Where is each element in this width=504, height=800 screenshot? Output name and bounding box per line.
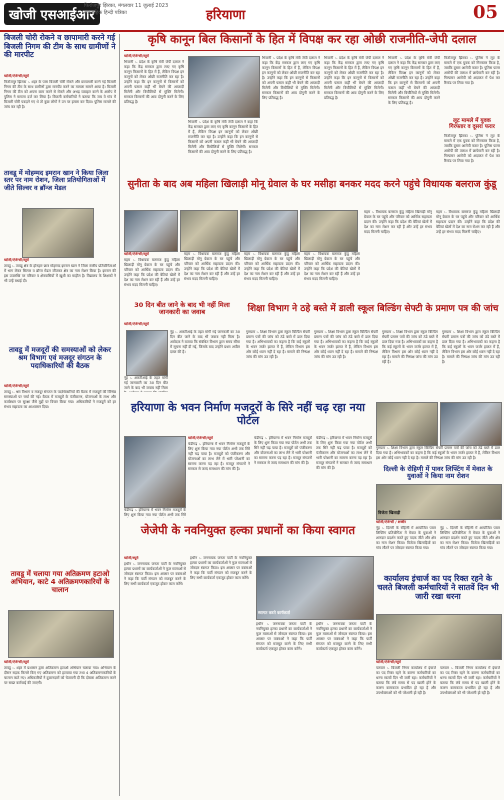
- lead-body-cont: भिवानी :- प्रदेश के कृषि मंत्री जेपी दलाल ने कहा कि केंद्र सरकार द्वारा लाए गए कृषि कानून किसानों के हित में हैं, लेकिन विपक्ष इन कानूनों को लेकर ओछी राजनीति कर रहा है। उन्होंने कहा कि इन कानूनों से किसानों को अपनी फसल कहीं भी बेचने की आजादी मिलेगी और बिचौलियों से मुक्ति मिलेगी। सरकार किसानों की आय दोगुनी करने के लिए प्रतिबद्ध है।: [262, 56, 320, 100]
- byline: खोजी/ऐजेन्सी/ब्यूरो: [4, 258, 29, 262]
- article-body: नूंह :- आरटीआई के तहत मांगी गई जानकारी का 30 दिन बीत जाने के बाद भी जवाब नहीं मिला: [124, 376, 168, 390]
- article-body: गुरुग्राम :- शिक्षा विभाग द्वारा स्कूल बिल्डिंग सेफ्टी प्रमाण पत्रों की जांच को ठंडे बस्ते में डाल दिया गया है। अभिभावकों का कहना है कि कई स्कूलों के भवन जर्जर हालत में हैं, लेकिन विभाग इस ओर कोई ध्यान नहीं दे रहा है। मामले की निष्पक्ष जांच की मांग उठ रही है।: [376, 446, 500, 460]
- masthead-date: फिरोजपुर झिरका, मंगलवार 11 जुलाई 2023: [84, 3, 169, 9]
- article-body: चंडीगढ़ :- हरियाणा में भवन निर्माण मजदूरों के लिए शुरू किया गया नया पोर्टल अभी तक सिरे नहीं चढ़ पाया है। मजदूरों को पंजीकरण और योजनाओं का लाभ लेने में भारी परेशानी का सामना करना पड़ रहा है। मजदूर संगठनों ने सरकार से जल्द समाधान की मांग की है।: [316, 436, 372, 470]
- article-body: तावडू :- श्रम विभाग व मजदूर संगठन के पदाधिकारियों की बैठक में मजदूरों की विभिन्न समस्याओं पर चर्चा की गई। बैठक में मजदूरों के पंजीकरण, योजनाओं के लाभ और कार्यस्थल पर सुरक्षा जैसे मुद्दों पर विचार किया गया। अधिकारियों ने मजदूरों को हर संभव सहायता का आश्वासन दिया।: [4, 390, 116, 409]
- photo-karyalaya: [376, 614, 502, 660]
- article-body: हथीन :- जननायक जनता पार्टी के नवनियुक्त हल्का प्रधानों का कार्यकर्ताओं ने फूल मालाओं से जोरदार स्वागत किया। इस अवसर पर वक्ताओं ने कहा कि पार्टी संगठन को मजबूत करने के लिए सभी कार्यकर्ता एकजुट होकर काम करेंगे।: [190, 556, 252, 580]
- article-body: महम :- विधायक बलराज कुंडू महिला खिलाड़ी मोनू ग्रेवाल के घर पहुंचे और परिवार को आर्थिक सहायता प्रदान की। उन्होंने कहा कि प्रदेश की बेटियां खेलों में देश का नाम रोशन कर रही हैं और उन्हें हर संभव मदद मिलनी चाहिए।: [304, 252, 360, 281]
- headline-loot: लूट मामले में युवक गिरफ्तार व दूसरा फरार: [449, 118, 495, 131]
- article-body: चंडीगढ़ :- हरियाणा में भवन निर्माण मजदूरों के लिए शुरू किया गया नया पोर्टल अभी तक सिरे नहीं चढ़ पाया है। मजदूरों को पंजीकरण और योजनाओं का लाभ लेने में भारी परेशानी का सामना करना पड़ रहा है। मजदूर संगठनों ने सरकार से जल्द समाधान की मांग की है।: [188, 442, 250, 471]
- article-body: फिरोजपुर झिरका :- शहर के पास बिजली चोरी रोकने और छापामारी करने गई बिजली निगम की टीम के साथ ग्रामीणों द्वारा मारपीट करने का मामला सामने आया है। बिजली निगम की टीम को अपना काम करने से रोकने और अभद्र व्यवहार करने के आरोप में पुलिस ने मामला दर्ज कर लिया है। बिजली कर्मचारियों ने बताया कि जब वे गांव में बिजली चोरी पकड़ने गए थे तो कुछ लोगों ने उन पर हमला कर दिया। पुलिस मामले की जांच कर रही है।: [4, 80, 116, 109]
- article-body: चंडीगढ़ :- हरियाणा में भवन निर्माण मजदूरों के लिए शुरू किया गया नया पोर्टल अभी तक सिरे: [124, 508, 186, 517]
- byline: खोजी/ऐजेन्सी / शब्बीर: [376, 520, 406, 524]
- article-body: तावडू :- तावडू क्षेत्र के होनहार छात्र मोहम्मद इमरान खान ने जिला स्तरीय प्रतियोगिताओं में भाग लेकर सिल्वर व ब्रॉन्ज मेडल जीतकर क्षेत्र का नाम रोशन किया है। इमरान की इस उपलब्धि पर परिवार व क्षेत्रवासियों में खुशी का माहौल है। विद्यालय के शिक्षकों ने भी उन्हें बधाई दी।: [4, 264, 116, 283]
- masthead-subtitle: साप्ताहिक हिन्दी पत्रिका: [84, 10, 127, 16]
- right-body: फिरोजपुर झिरका :- पुलिस ने लूट के मामले में एक युवक को गिरफ्तार किया है, जबकि दूसरा आरोपी फरार है। पुलिस फरार आरोपी की तलाश में छापेमारी कर रही है। गिरफ्तार आरोपी को अदालत में पेश कर रिमांड पर लिया गया है।: [444, 134, 500, 163]
- lead-rule: [124, 50, 500, 51]
- article-body: पलवल :- बिजली निगम कार्यालय में इंचार्ज का पद रिक्त रहने के कारण कर्मचारियों का धरना सातवें दिन भी जारी रहा। कर्मचारियों ने बताया कि लंबे समय से पद खाली होने के कारण कामकाज प्रभावित हो रहा है और उपभोक्ताओं को भी परेशानी हो रही है।: [376, 666, 436, 695]
- byline: खोजी/ऐजेन्सी/ब्यूरो: [124, 252, 149, 256]
- article-body: महम :- विधायक बलराज कुंडू महिला खिलाड़ी मोनू ग्रेवाल के घर पहुंचे और परिवार को आर्थिक सहायता प्रदान की। उन्होंने कहा कि प्रदेश की बेटियां खेलों में देश का नाम रोशन कर रही हैं और उन्हें हर संभव मदद मिलनी चाहिए।: [184, 252, 240, 281]
- photo-bhavan: [124, 436, 186, 508]
- byline: खोजी/ऐजेन्सी/ब्यूरो: [4, 660, 29, 664]
- article-body: पलवल :- बिजली निगम कार्यालय में इंचार्ज का पद रिक्त रहने के कारण कर्मचारियों का धरना सातवें दिन भी जारी रहा। कर्मचारियों ने बताया कि लंबे समय से पद खाली होने के कारण कामकाज प्रभावित हो रहा है और उपभोक्ताओं को भी परेशानी हो रही है।: [440, 666, 500, 695]
- article-body: नूंह :- दिल्ली के रोहिणी में आयोजित पावर लिफ्टिंग प्रतियोगिता में मेवात के युवाओं ने शानदार प्रदर्शन करते हुए पदक जीते और क्षेत्र का नाम रोशन किया। विजेता खिलाड़ियों का गांव लौटने पर जोरदार स्वागत किया गया।: [376, 526, 436, 550]
- right-body: फिरोजपुर झिरका :- पुलिस ने लूट के मामले में एक युवक को गिरफ्तार किया है, जबकि दूसरा आरोपी फरार है। पुलिस फरार आरोपी की तलाश में छापेमारी कर रही है। गिरफ्तार आरोपी को अदालत में पेश कर रिमांड पर लिया गया है।: [444, 56, 500, 85]
- article-body: चंडीगढ़ :- हरियाणा में भवन निर्माण मजदूरों के लिए शुरू किया गया नया पोर्टल अभी तक सिरे नहीं चढ़ पाया है। मजदूरों को पंजीकरण और योजनाओं का लाभ लेने में भारी परेशानी का सामना करना पड़ रहा है। मजदूर संगठनों ने सरकार से जल्द समाधान की मांग की है।: [254, 436, 312, 465]
- photo-school-1: [376, 402, 438, 446]
- headline-majdoor: तावडू में मजदूरों की समस्याओं को लेकर श्रम विभाग एवं मजदूर संगठन के पदाधिकारियों की बैठक: [8, 346, 112, 371]
- lead-body-cont: भिवानी :- प्रदेश के कृषि मंत्री जेपी दलाल ने कहा कि केंद्र सरकार द्वारा लाए गए कृषि कानून किसानों के हित में हैं, लेकिन विपक्ष इन कानूनों को लेकर ओछी राजनीति कर रहा है। उन्होंने कहा कि इन कानूनों से किसानों को अपनी फसल कहीं भी बेचने की आजादी मिलेगी और बिचौलियों से मुक्ति मिलेगी। सरकार किसानों की आय दोगुनी करने के लिए प्रतिबद्ध है।: [388, 56, 440, 105]
- headline-jjp: जेजेपी के नवनियुक्त हल्का प्रधानों का किया स्वागत: [140, 523, 356, 537]
- headline-shiksha: शिक्षा विभाग ने ठहे बस्ते में डाली स्कूल बिल्डिंग सेफ्टी के प्रमाण पत्र की जांच: [247, 304, 499, 314]
- headline-imran: तावडू में मोहम्मद इमरान खान ने किया जिला स्तर पर नाम रोशन, जिला प्रतियोगिताओं में जीते सिल्वर व ब्रॉन्ज मेडल: [4, 169, 109, 192]
- caption-delhi: विजेता खिलाड़ी: [378, 510, 401, 515]
- photo-monu-3: [240, 210, 298, 252]
- column-divider: [119, 34, 120, 796]
- lead-body: भिवानी :- प्रदेश के कृषि मंत्री जेपी दलाल ने कहा कि केंद्र सरकार द्वारा लाए गए कृषि कानून किसानों के हित में हैं, लेकिन विपक्ष इन कानूनों को लेकर ओछी राजनीति कर रहा है। उन्होंने कहा कि इन कानूनों से किसानों को अपनी फसल कहीं भी बेचने की आजादी मिलेगी और बिचौलियों से मुक्ति मिलेगी। सरकार किसानों की आय दोगुनी करने के लिए प्रतिबद्ध है।: [124, 60, 184, 104]
- masthead: [0, 0, 504, 32]
- photo-jp-dalal: [188, 56, 260, 118]
- headline-delhi: दिल्ली के रोहिणी में पावर लिफ्टिंग में मेवात के युवाओं ने किया नाम रोशन: [383, 465, 493, 481]
- byline: खोजी/ऐजेन्सी/ब्यूरो: [124, 322, 149, 326]
- byline: खोजी/ऐजेन्सी/ब्यूरो: [124, 54, 149, 58]
- article-body: गुरुग्राम :- शिक्षा विभाग द्वारा स्कूल बिल्डिंग सेफ्टी प्रमाण पत्रों की जांच को ठंडे बस्ते में डाल दिया गया है। अभिभावकों का कहना है कि कई स्कूलों के भवन जर्जर हालत में हैं, लेकिन विभाग इस ओर कोई ध्यान नहीं दे रहा है। मामले की निष्पक्ष जांच की मांग उठ रही है।: [314, 330, 378, 359]
- section-title: हरियाणा: [206, 8, 246, 23]
- page-number: 05: [472, 2, 498, 23]
- lead-body-cont: भिवानी :- प्रदेश के कृषि मंत्री जेपी दलाल ने कहा कि केंद्र सरकार द्वारा लाए गए कृषि कानून किसानों के हित में हैं, लेकिन विपक्ष इन कानूनों को लेकर ओछी राजनीति कर रहा है। उन्होंने कहा कि इन कानूनों से किसानों को अपनी फसल कहीं भी बेचने की आजादी मिलेगी और बिचौलियों से मुक्ति मिलेगी। सरकार किसानों की आय दोगुनी करने के लिए प्रतिबद्ध है।: [324, 56, 384, 100]
- article-body: नूंह :- दिल्ली के रोहिणी में आयोजित पावर लिफ्टिंग प्रतियोगिता में मेवात के युवाओं ने शानदार प्रदर्शन करते हुए पदक जीते और क्षेत्र का नाम रोशन किया। विजेता खिलाड़ियों का गांव लौटने पर जोरदार स्वागत किया गया।: [440, 526, 500, 550]
- headline-30-din: 30 दिन बीत जाने के बाद भी नहीं मिला जानकारी का जवाब: [134, 301, 230, 317]
- article-body: हथीन :- जननायक जनता पार्टी के नवनियुक्त हल्का प्रधानों का कार्यकर्ताओं ने फूल मालाओं से जोरदार स्वागत किया। इस अवसर पर वक्ताओं ने कहा कि पार्टी संगठन को मजबूत करने के लिए सभी कार्यकर्ता एकजुट होकर काम करेंगे।: [256, 622, 312, 651]
- byline: खोजी/ऐजेन्सी/ब्यूरो: [4, 74, 29, 78]
- article-body: हथीन :- जननायक जनता पार्टी के नवनियुक्त हल्का प्रधानों का कार्यकर्ताओं ने फूल मालाओं से जोरदार स्वागत किया। इस अवसर पर वक्ताओं ने कहा कि पार्टी संगठन को मजबूत करने के लिए सभी कार्यकर्ता एकजुट होकर काम करेंगे।: [316, 622, 372, 651]
- photo-rti: [126, 330, 168, 376]
- photo-imran: [22, 208, 94, 258]
- headline-bijli: बिजली चोरी रोकने व छापामारी करने गई बिजली निगम की टीम के साथ ग्रामीणों ने की मारपीट: [4, 33, 116, 60]
- article-body: हथीन :- जननायक जनता पार्टी के नवनियुक्त हल्का प्रधानों का कार्यकर्ताओं ने फूल मालाओं से जोरदार स्वागत किया। इस अवसर पर वक्ताओं ने कहा कि पार्टी संगठन को मजबूत करने के लिए सभी कार्यकर्ता एकजुट होकर काम करेंगे।: [124, 562, 186, 586]
- lead-headline: कृषि कानून बिल किसानों के हित में विपक्ष कर रहा ओछी राजनीति-जेपी दलाल: [147, 32, 477, 46]
- article-body: महम :- विधायक बलराज कुंडू महिला खिलाड़ी मोनू ग्रेवाल के घर पहुंचे और परिवार को आर्थिक सहायता प्रदान की। उन्होंने कहा कि प्रदेश की बेटियां खेलों में देश का नाम रोशन कर रही हैं और उन्हें हर संभव मदद मिलनी चाहिए।: [436, 210, 500, 234]
- article-body: गुरुग्राम :- शिक्षा विभाग द्वारा स्कूल बिल्डिंग सेफ्टी प्रमाण पत्रों की जांच को ठंडे बस्ते में डाल दिया गया है। अभिभावकों का कहना है कि कई स्कूलों के भवन जर्जर हालत में हैं, लेकिन विभाग इस ओर कोई ध्यान नहीं दे रहा है। मामले की निष्पक्ष जांच की मांग उठ रही है।: [246, 330, 310, 359]
- headline-karyalaya: कार्यालय इंचार्ज का पद रिक्त रहने के चलते बिजली कर्मचारियों ने सातवें दिन भी जारी रखा धरना: [377, 574, 499, 602]
- photo-monu-1: [124, 210, 178, 252]
- byline: खोजी/ब्यूरो: [124, 556, 139, 560]
- article-body: महम :- विधायक बलराज कुंडू महिला खिलाड़ी मोनू ग्रेवाल के घर पहुंचे और परिवार को आर्थिक सहायता प्रदान की। उन्होंने कहा कि प्रदेश की बेटियां खेलों में देश का नाम रोशन कर रही हैं और उन्हें हर संभव मदद मिलनी चाहिए।: [364, 210, 432, 234]
- headline-bhavan: हरियाणा के भवन निर्माण मजदूरों के सिरे नहीं चढ़ रहा नया पोर्टल: [131, 401, 365, 427]
- masthead-meta: [84, 3, 168, 17]
- byline: खोजी/ऐजेन्सी/ब्यूरो: [188, 436, 213, 440]
- article-body: गुरुग्राम :- शिक्षा विभाग द्वारा स्कूल बिल्डिंग सेफ्टी प्रमाण पत्रों की जांच को ठंडे बस्ते में डाल दिया गया है। अभिभावकों का कहना है कि कई स्कूलों के भवन जर्जर हालत में हैं, लेकिन विभाग इस ओर कोई ध्यान नहीं दे रहा है। मामले की निष्पक्ष जांच की मांग उठ रही है।: [442, 330, 500, 364]
- article-body: महम :- विधायक बलराज कुंडू महिला खिलाड़ी मोनू ग्रेवाल के घर पहुंचे और परिवार को आर्थिक सहायता प्रदान की। उन्होंने कहा कि प्रदेश की बेटियां खेलों में देश का नाम रोशन कर रही हैं और उन्हें हर संभव मदद मिलनी चाहिए।: [244, 252, 300, 281]
- photo-monu-4: [300, 210, 358, 252]
- article-body: महम :- विधायक बलराज कुंडू महिला खिलाड़ी मोनू ग्रेवाल के घर पहुंचे और परिवार को आर्थिक सहायता प्रदान की। उन्होंने कहा कि प्रदेश की बेटियां खेलों में देश का नाम रोशन कर रही हैं और उन्हें हर संभव मदद मिलनी चाहिए।: [124, 258, 180, 287]
- photo-atikraman: [8, 610, 114, 658]
- masthead-logo: खोजी एसआईआर: [4, 3, 100, 25]
- article-body: गुरुग्राम :- शिक्षा विभाग द्वारा स्कूल बिल्डिंग सेफ्टी प्रमाण पत्रों की जांच को ठंडे बस्ते में डाल दिया गया है। अभिभावकों का कहना है कि कई स्कूलों के भवन जर्जर हालत में हैं, लेकिन विभाग इस ओर कोई ध्यान नहीं दे रहा है। मामले की निष्पक्ष जांच की मांग उठ रही है।: [382, 330, 438, 364]
- byline: खोजी/ऐजेन्सी/ब्यूरो: [4, 384, 29, 388]
- photo-school-2: [440, 402, 502, 446]
- article-body: तावडू :- शहर में प्रशासन द्वारा अतिक्रमण हटाओ अभियान चलाया गया। अभियान के दौरान सड़क किनारे किए गए अतिक्रमण को हटवाया गया तथा 4 अतिक्रमणकारियों के चालान काटे गए। अधिकारियों ने दुकानदारों को चेतावनी दी कि दोबारा अतिक्रमण करने पर सख्त कार्रवाई की जाएगी।: [4, 666, 116, 685]
- byline: खोजी/ऐजेन्सी/ब्यूरो: [376, 660, 401, 664]
- photo-monu-2: [180, 210, 238, 252]
- lead-body-cont: भिवानी :- प्रदेश के कृषि मंत्री जेपी दलाल ने कहा कि केंद्र सरकार द्वारा लाए गए कृषि कानून किसानों के हित में हैं, लेकिन विपक्ष इन कानूनों को लेकर ओछी राजनीति कर रहा है। उन्होंने कहा कि इन कानूनों से किसानों को अपनी फसल कहीं भी बेचने की आजादी मिलेगी और बिचौलियों से मुक्ति मिलेगी। सरकार किसानों की आय दोगुनी करने के लिए प्रतिबद्ध है।: [188, 120, 258, 154]
- caption-jjp: स्वागत करते कार्यकर्ता: [258, 610, 290, 615]
- headline-atikraman: तावडू में चलाया गया अतिक्रमण हटाओ अभियान, काटे 4 अतिक्रमणकारियों के चालान: [10, 570, 110, 595]
- headline-sunita: सुनीता के बाद अब महिला खिलाड़ी मोनू ग्रेवाल के घर मसीहा बनकर मदद करने पहुंचे विधायक बलराज कुंडू: [127, 179, 497, 190]
- article-body: नूंह :- आरटीआई के तहत मांगी गई जानकारी का 30 दिन बीत जाने के बाद भी जवाब नहीं मिला है। आवेदक ने बताया कि संबंधित विभाग द्वारा समय सीमा में सूचना नहीं दी गई, जिसके बाद उन्होंने प्रथम अपील दायर की है।: [170, 330, 240, 354]
